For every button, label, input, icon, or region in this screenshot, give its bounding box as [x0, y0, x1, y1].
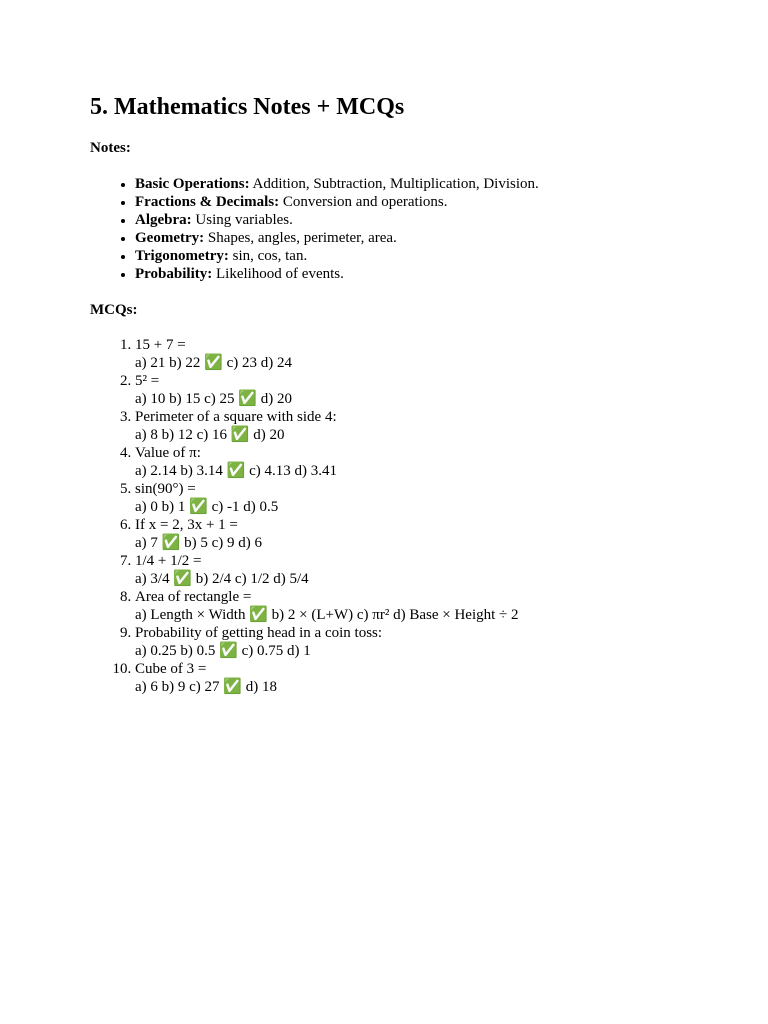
mcq-question: 4. Value of π: — [135, 445, 201, 461]
mcq-question: 3. Perimeter of a square with side 4: — [135, 409, 337, 425]
page-title: 5. Mathematics Notes + MCQs — [90, 94, 405, 120]
note-item — [135, 193, 730, 211]
mcq-item — [135, 552, 730, 588]
mcq-question: 6. If x = 2, 3x + 1 = — [135, 517, 238, 533]
mcqs-heading: MCQs: — [90, 302, 138, 318]
mcq-item — [135, 588, 730, 624]
note-desc: Addition, Subtraction, Multiplication, Division. — [249, 176, 539, 192]
mcq-options: a) 3/4 ✅ b) 2/4 c) 1/2 d) 5/4 — [135, 571, 309, 587]
note-desc: Using variables. — [191, 212, 293, 228]
note-item — [135, 211, 730, 229]
mcq-question: 8. Area of rectangle = — [135, 589, 252, 605]
document-page — [90, 92, 730, 696]
mcq-question: 10. Cube of 3 = — [135, 661, 207, 677]
mcq-options: a) 7 ✅ b) 5 c) 9 d) 6 — [135, 535, 262, 551]
mcq-options: a) 0.25 b) 0.5 ✅ c) 0.75 d) 1 — [135, 643, 311, 659]
note-term: Fractions & Decimals: — [135, 194, 280, 210]
mcq-item — [135, 408, 730, 444]
mcq-list — [90, 336, 730, 696]
notes-list — [90, 175, 730, 283]
note-desc: Likelihood of events. — [212, 266, 344, 282]
mcq-options: a) 21 b) 22 ✅ c) 23 d) 24 — [135, 355, 292, 371]
note-desc: Conversion and operations. — [279, 194, 448, 210]
note-term: Trigonometry: — [135, 248, 229, 264]
note-item — [135, 265, 730, 283]
mcq-item — [135, 372, 730, 408]
mcq-options: a) 8 b) 12 c) 16 ✅ d) 20 — [135, 427, 285, 443]
note-term: Algebra: — [135, 212, 192, 228]
mcq-item — [135, 336, 730, 372]
note-desc: sin, cos, tan. — [228, 248, 308, 264]
mcq-item — [135, 516, 730, 552]
mcq-question: 2. 5² = — [135, 373, 160, 389]
mcq-item — [135, 624, 730, 660]
mcq-item — [135, 480, 730, 516]
notes-heading: Notes: — [90, 140, 131, 156]
mcq-item — [135, 660, 730, 696]
note-item — [135, 247, 730, 265]
mcq-options: a) 0 b) 1 ✅ c) -1 d) 0.5 — [135, 499, 279, 515]
mcq-question: 5. sin(90°) = — [135, 481, 196, 497]
mcq-item — [135, 444, 730, 480]
mcq-options: a) 10 b) 15 c) 25 ✅ d) 20 — [135, 391, 292, 407]
mcq-question: 1. 15 + 7 = — [135, 337, 186, 353]
note-term: Basic Operations: — [135, 176, 250, 192]
mcq-options: a) 6 b) 9 c) 27 ✅ d) 18 — [135, 679, 277, 695]
mcq-question: 7. 1/4 + 1/2 = — [135, 553, 202, 569]
mcq-question: 9. Probability of getting head in a coin toss: — [135, 625, 383, 641]
mcq-options: a) Length × Width ✅ b) 2 × (L+W) c) πr² d) Base × Height ÷ 2 — [135, 607, 519, 623]
note-item — [135, 229, 730, 247]
note-item — [135, 175, 730, 193]
note-term: Geometry: — [135, 230, 205, 246]
note-desc: Shapes, angles, perimeter, area. — [204, 230, 397, 246]
mcq-options: a) 2.14 b) 3.14 ✅ c) 4.13 d) 3.41 — [135, 463, 337, 479]
note-term: Probability: — [135, 266, 213, 282]
